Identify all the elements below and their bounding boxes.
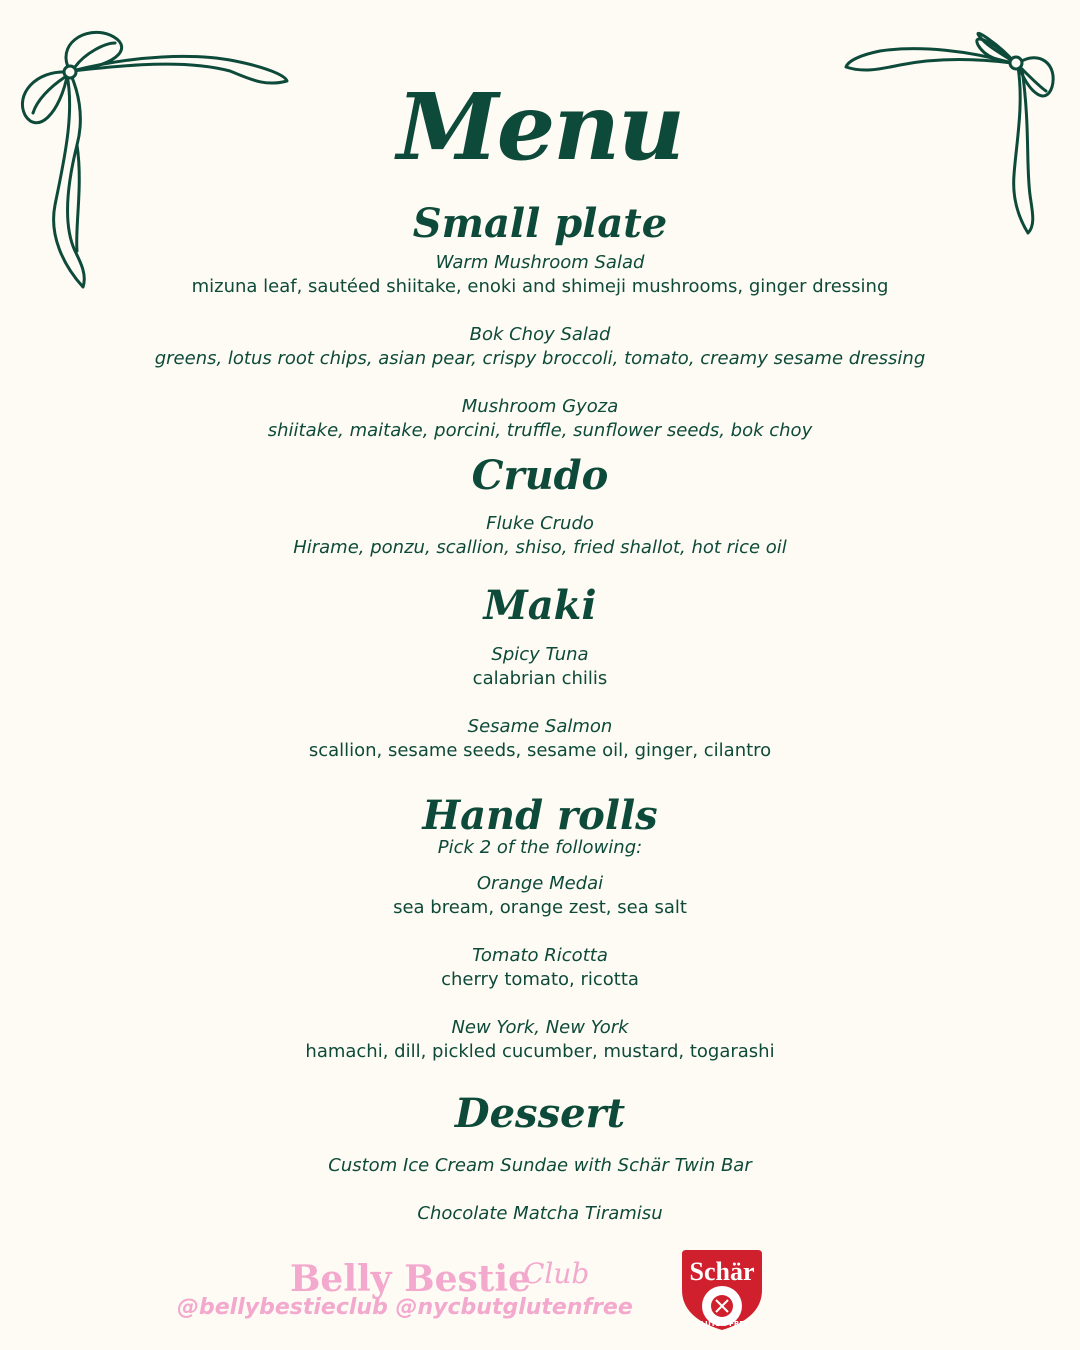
section-heading-hand-rolls: Hand rolls — [422, 792, 658, 839]
menu-item-desc: cherry tomato, ricotta — [441, 969, 639, 990]
social-handles: @bellybestieclub @nycbutglutenfree — [177, 1295, 633, 1320]
section-heading-crudo: Crudo — [471, 452, 609, 499]
menu-item-desc: greens, lotus root chips, asian pear, crispy broccoli, tomato, creamy sesame dressing — [154, 348, 926, 369]
schar-logo-subtext: GLUTEN-FREE — [695, 1320, 749, 1328]
menu-item-name: Fluke Crudo — [486, 513, 594, 534]
schar-gluten-free-logo — [680, 1246, 764, 1332]
section-heading-dessert: Dessert — [454, 1090, 626, 1137]
menu-item-name: Spicy Tuna — [491, 644, 589, 665]
belly-bestie-logo: Belly Bestie — [290, 1258, 531, 1300]
menu-item-name: Orange Medai — [476, 873, 604, 894]
section-heading-small-plate: Small plate — [412, 200, 668, 247]
menu-item-name: Sesame Salmon — [467, 716, 613, 737]
menu-item-desc: calabrian chilis — [472, 668, 608, 689]
schar-logo-text: Schär — [689, 1257, 755, 1286]
menu-item-name: Custom Ice Cream Sundae with Schär Twin Bar — [328, 1155, 752, 1176]
menu-item-name: New York, New York — [451, 1017, 629, 1038]
menu-item-desc: sea bream, orange zest, sea salt — [393, 897, 687, 918]
section-note: Pick 2 of the following: — [437, 837, 643, 858]
menu-item-name: Tomato Ricotta — [472, 945, 608, 966]
menu-item-desc: scallion, sesame seeds, sesame oil, ginger, cilantro — [308, 740, 772, 761]
menu-item-name: Warm Mushroom Salad — [435, 252, 645, 273]
menu-item-name: Bok Choy Salad — [469, 324, 611, 345]
section-heading-maki: Maki — [483, 582, 597, 629]
menu-item-name: Chocolate Matcha Tiramisu — [417, 1203, 663, 1224]
menu-item-desc: shiitake, maitake, porcini, truffle, sunflower seeds, bok choy — [267, 420, 813, 441]
page-title: Menu — [396, 73, 684, 181]
menu-item-desc: Hirame, ponzu, scallion, shiso, fried shallot, hot rice oil — [293, 537, 787, 558]
menu-item-desc: hamachi, dill, pickled cucumber, mustard, togarashi — [305, 1041, 775, 1062]
menu-item-desc: mizuna leaf, sautéed shiitake, enoki and shimeji mushrooms, ginger dressing — [191, 276, 889, 297]
belly-bestie-club-script: Club — [523, 1257, 590, 1290]
menu-item-name: Mushroom Gyoza — [461, 396, 619, 417]
